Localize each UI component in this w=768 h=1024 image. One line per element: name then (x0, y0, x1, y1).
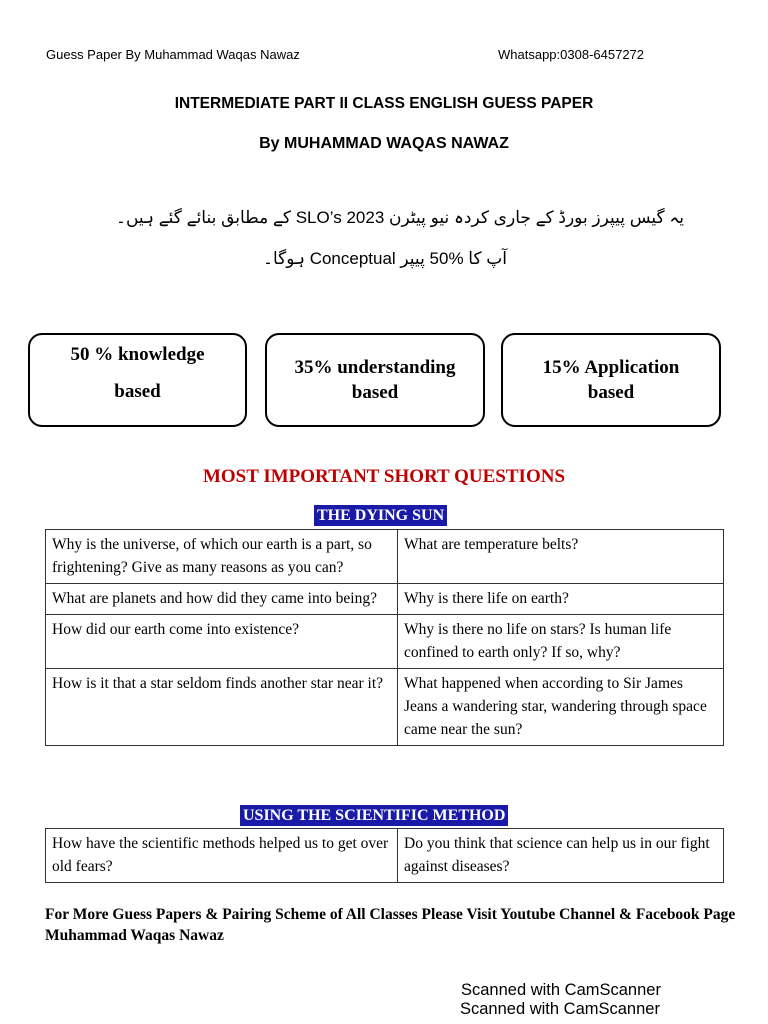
question-cell: Why is there life on earth? (398, 584, 724, 615)
dying-sun-questions-table (45, 529, 724, 746)
scientific-method-questions-table (45, 828, 724, 883)
camscanner-watermark: Scanned with CamScanner (460, 1000, 660, 1018)
question-cell: What are temperature belts? (398, 530, 724, 584)
application-box-line-1: 15% Application (542, 357, 680, 378)
urdu-note-line-1: یہ گیس پیپرز بورڈ کے جاری کردہ نیو پیٹرن 2023 SLO’s کے مطابق بنائے گئے ہیں۔ (115, 208, 685, 227)
footer-note: For More Guess Papers & Pairing Scheme of All Classes Please Visit Youtube Channel & Facebook Page Muhammad Waqas Nawaz (45, 906, 736, 944)
table-row (46, 530, 724, 584)
understanding-box-line-2: based (351, 382, 399, 403)
understanding-box (265, 333, 485, 427)
question-cell: How is it that a star seldom finds another star near it? (46, 669, 398, 746)
application-box-line-2: based (587, 382, 635, 403)
question-cell: Why is there no life on stars? Is human life confined to earth only? If so, why? (398, 615, 724, 669)
camscanner-watermark: Scanned with CamScanner (461, 981, 661, 999)
header-whatsapp: Whatsapp:0308-6457272 (498, 47, 645, 62)
topic-title-dying-sun: THE DYING SUN (314, 505, 447, 526)
page-subtitle: By MUHAMMAD WAQAS NAWAZ (259, 135, 509, 152)
knowledge-box-line-1: 50 % knowledge (70, 344, 205, 365)
page-title: INTERMEDIATE PART II CLASS ENGLISH GUESS PAPER (174, 95, 594, 112)
application-box (501, 333, 721, 427)
question-cell: How have the scientific methods helped us to get over old fears? (46, 829, 398, 883)
question-cell: How did our earth come into existence? (46, 615, 398, 669)
understanding-box-line-1: 35% understanding (294, 357, 456, 378)
knowledge-box (28, 333, 247, 427)
table-row (46, 829, 724, 883)
question-cell: What are planets and how did they came into being? (46, 584, 398, 615)
question-cell: Why is the universe, of which our earth is a part, so frightening? Give as many reasons as you can? (46, 530, 398, 584)
section-heading: MOST IMPORTANT SHORT QUESTIONS (202, 466, 566, 487)
urdu-note-line-2: آپ کا %50 پیپر Conceptual ہوگا۔ (262, 249, 508, 268)
table-row (46, 669, 724, 746)
header-author: Guess Paper By Muhammad Waqas Nawaz (46, 47, 300, 62)
question-cell: What happened when according to Sir James Jeans a wandering star, wandering through space came near the sun? (398, 669, 724, 746)
knowledge-box-line-2: based (114, 381, 161, 402)
table-row (46, 584, 724, 615)
topic-title-scientific-method: USING THE SCIENTIFIC METHOD (240, 805, 508, 826)
question-cell: Do you think that science can help us in our fight against diseases? (398, 829, 724, 883)
table-row (46, 615, 724, 669)
